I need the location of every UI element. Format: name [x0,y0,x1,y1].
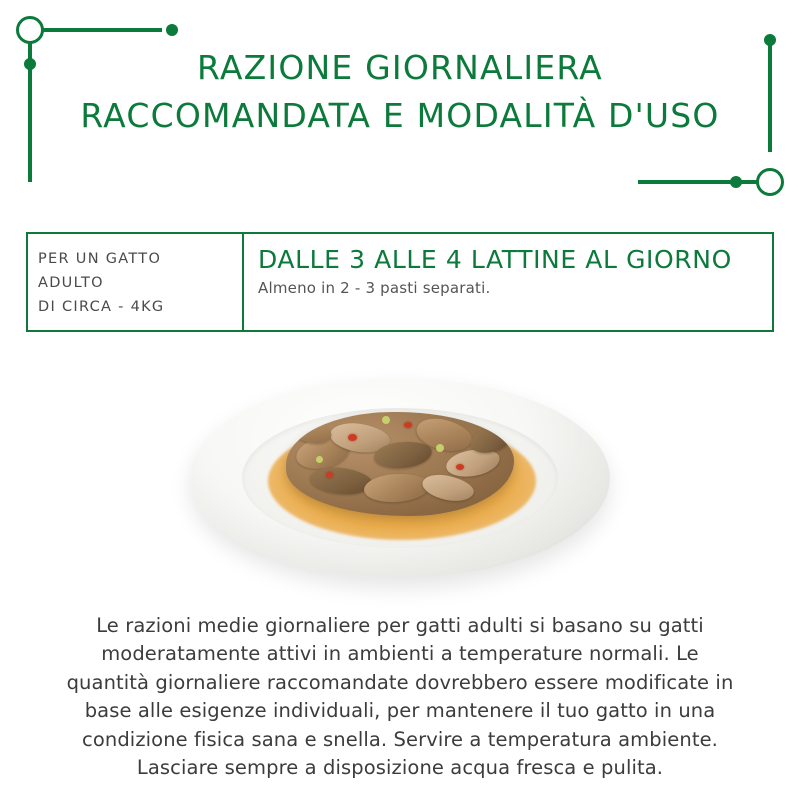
dosage-cat-profile-line-2: DI CIRCA - 4KG [38,298,165,315]
page-title [0,44,800,140]
page-title-line-1: RAZIONE GIORNALIERA [197,48,603,87]
dot-icon [730,176,742,188]
dot-icon [166,24,178,36]
meat-chunk [363,472,431,505]
pea-bit [436,444,444,452]
dosage-amount [244,234,772,330]
page-title-line-2: RACCOMANDATA E MODALITÀ D'USO [80,95,720,135]
dosage-table [26,232,774,332]
circle-outline-icon [756,168,784,196]
red-pepper-bit [404,422,412,428]
feeding-instructions-text: Le razioni medie giornaliere per gatti adulti si basano su gatti moderatamente attivi in ambienti a temperature normali. Le quantità giornaliere raccomandate dovrebbero essere modificate in base alle esigenze individuali, per mantenere il tuo gatto in una condizione fisica sana e snella. Servire a temperatura ambiente. Lasciare sempre a disposizione acqua fresca e pulita. [66,614,734,780]
horizontal-rule [42,28,162,32]
meat-chunks [286,412,514,516]
meat-chunk [309,465,373,497]
dosage-cat-profile [28,234,244,330]
red-pepper-bit [456,464,464,470]
red-pepper-bit [326,472,333,478]
pea-bit [316,456,323,463]
circle-outline-icon [16,16,44,44]
dosage-cat-profile-line-1: PER UN GATTO ADULTO [38,251,162,291]
horizontal-rule [638,180,758,184]
dosage-amount-main: DALLE 3 ALLE 4 LATTINE AL GIORNO [258,245,732,274]
dosage-amount-note: Almeno in 2 - 3 pasti separati. [258,278,491,297]
pea-bit [382,416,390,424]
red-pepper-bit [348,434,357,441]
product-photo [0,360,800,600]
plate-illustration [190,378,610,578]
